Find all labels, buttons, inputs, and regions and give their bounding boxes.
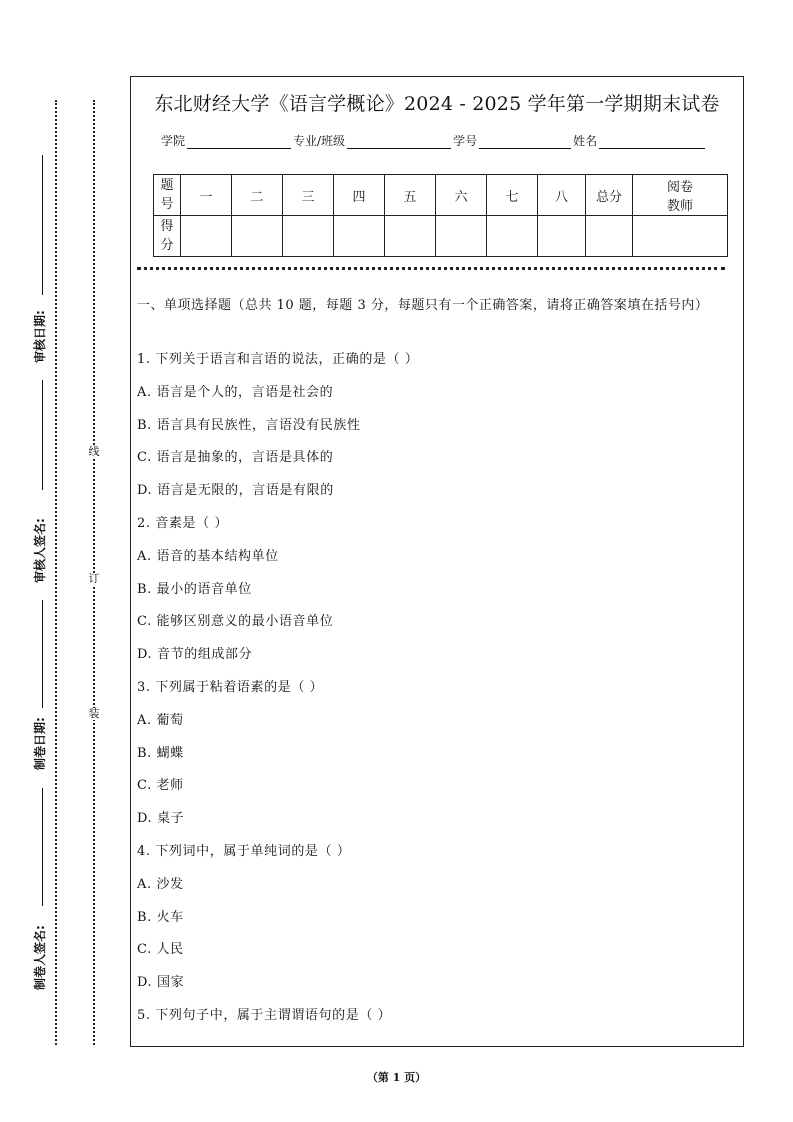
bind-word-line: 线 <box>88 445 100 458</box>
option-item: C. 语言是抽象的，言语是具体的 <box>137 450 334 466</box>
question-item: 5. 下列句子中，属于主谓谓语句的是（ ） <box>137 1008 392 1023</box>
exam-frame <box>130 76 744 1047</box>
bind-word-bind: 装 <box>88 707 100 720</box>
option-item: D. 桌子 <box>137 811 185 827</box>
option-item: B. 火车 <box>137 909 184 925</box>
option-item: C. 人民 <box>137 942 184 958</box>
option-item: D. 音节的组成部分 <box>137 647 253 663</box>
score-table-row1-header: 题 号 <box>154 175 181 216</box>
score-table-row2-header: 得 分 <box>154 216 181 257</box>
col-grader: 阅卷 教师 <box>633 175 728 216</box>
binding-margin <box>0 0 125 1122</box>
option-item: D. 语言是无限的，言语是有限的 <box>137 483 334 499</box>
maker-signature-underline <box>42 788 43 906</box>
exam-body <box>137 295 735 1023</box>
score-cell-grader[interactable] <box>633 216 728 257</box>
option-item: B. 最小的语音单位 <box>137 581 252 597</box>
score-cell-1[interactable] <box>181 216 232 257</box>
exam-title: 东北财经大学《语言学概论》2024 - 2025 学年第一学期期末试卷 <box>154 93 720 115</box>
college-label: 学院 <box>161 134 186 148</box>
major-class-field[interactable] <box>347 136 451 149</box>
binding-dotted-line-outer <box>55 100 57 1045</box>
score-cell-8[interactable] <box>538 216 586 257</box>
section1-heading: 一、单项选择题（总共 10 题，每题 3 分，每题只有一个正确答案，请将正确答案填在括号内） <box>137 298 709 313</box>
exam-date-underline <box>42 600 43 708</box>
score-cell-5[interactable] <box>385 216 436 257</box>
option-item: B. 语言具有民族性，言语没有民族性 <box>137 417 361 433</box>
score-cell-total[interactable] <box>586 216 633 257</box>
student-info-row <box>161 132 707 149</box>
question-item: 2. 音素是（ ） <box>137 516 229 531</box>
college-field[interactable] <box>187 136 291 149</box>
score-cell-2[interactable] <box>232 216 283 257</box>
option-item: C. 能够区别意义的最小语音单位 <box>137 614 334 630</box>
score-cell-7[interactable] <box>487 216 538 257</box>
col-7: 七 <box>487 175 538 216</box>
score-cell-4[interactable] <box>334 216 385 257</box>
col-8: 八 <box>538 175 586 216</box>
col-5: 五 <box>385 175 436 216</box>
question-item: 4. 下列词中，属于单纯词的是（ ） <box>137 844 351 859</box>
col-6: 六 <box>436 175 487 216</box>
option-item: A. 语音的基本结构单位 <box>137 548 279 564</box>
col-2: 二 <box>232 175 283 216</box>
name-label: 姓名 <box>573 134 598 148</box>
maker-signature-label: 制卷人签名: <box>33 925 47 990</box>
exam-date-label: 制卷日期: <box>33 717 47 770</box>
review-date-label: 审核日期: <box>33 310 47 363</box>
reviewer-signature-underline <box>42 380 43 490</box>
name-field[interactable] <box>599 136 705 149</box>
review-date-underline <box>42 155 43 295</box>
major-class-label: 专业/班级 <box>293 134 346 148</box>
option-item: B. 蝴蝶 <box>137 745 184 761</box>
option-item: C. 老师 <box>137 778 184 794</box>
score-cell-6[interactable] <box>436 216 487 257</box>
page-number: （第 1 页） <box>366 1071 427 1084</box>
student-id-field[interactable] <box>479 136 571 149</box>
question-item: 1. 下列关于语言和言语的说法，正确的是（ ） <box>137 352 419 367</box>
option-item: A. 沙发 <box>137 876 184 892</box>
score-cell-3[interactable] <box>283 216 334 257</box>
option-item: A. 葡萄 <box>137 712 184 728</box>
bind-word-staple: 订 <box>88 572 100 585</box>
col-4: 四 <box>334 175 385 216</box>
section-separator <box>137 267 725 270</box>
option-item: A. 语言是个人的，言语是社会的 <box>137 384 334 400</box>
score-table <box>153 174 728 257</box>
reviewer-signature-label: 审核人签名: <box>33 518 47 583</box>
student-id-label: 学号 <box>453 134 478 148</box>
col-3: 三 <box>283 175 334 216</box>
question-item: 3. 下列属于粘着语素的是（ ） <box>137 680 324 695</box>
col-total: 总分 <box>586 175 633 216</box>
option-item: D. 国家 <box>137 975 185 991</box>
col-1: 一 <box>181 175 232 216</box>
